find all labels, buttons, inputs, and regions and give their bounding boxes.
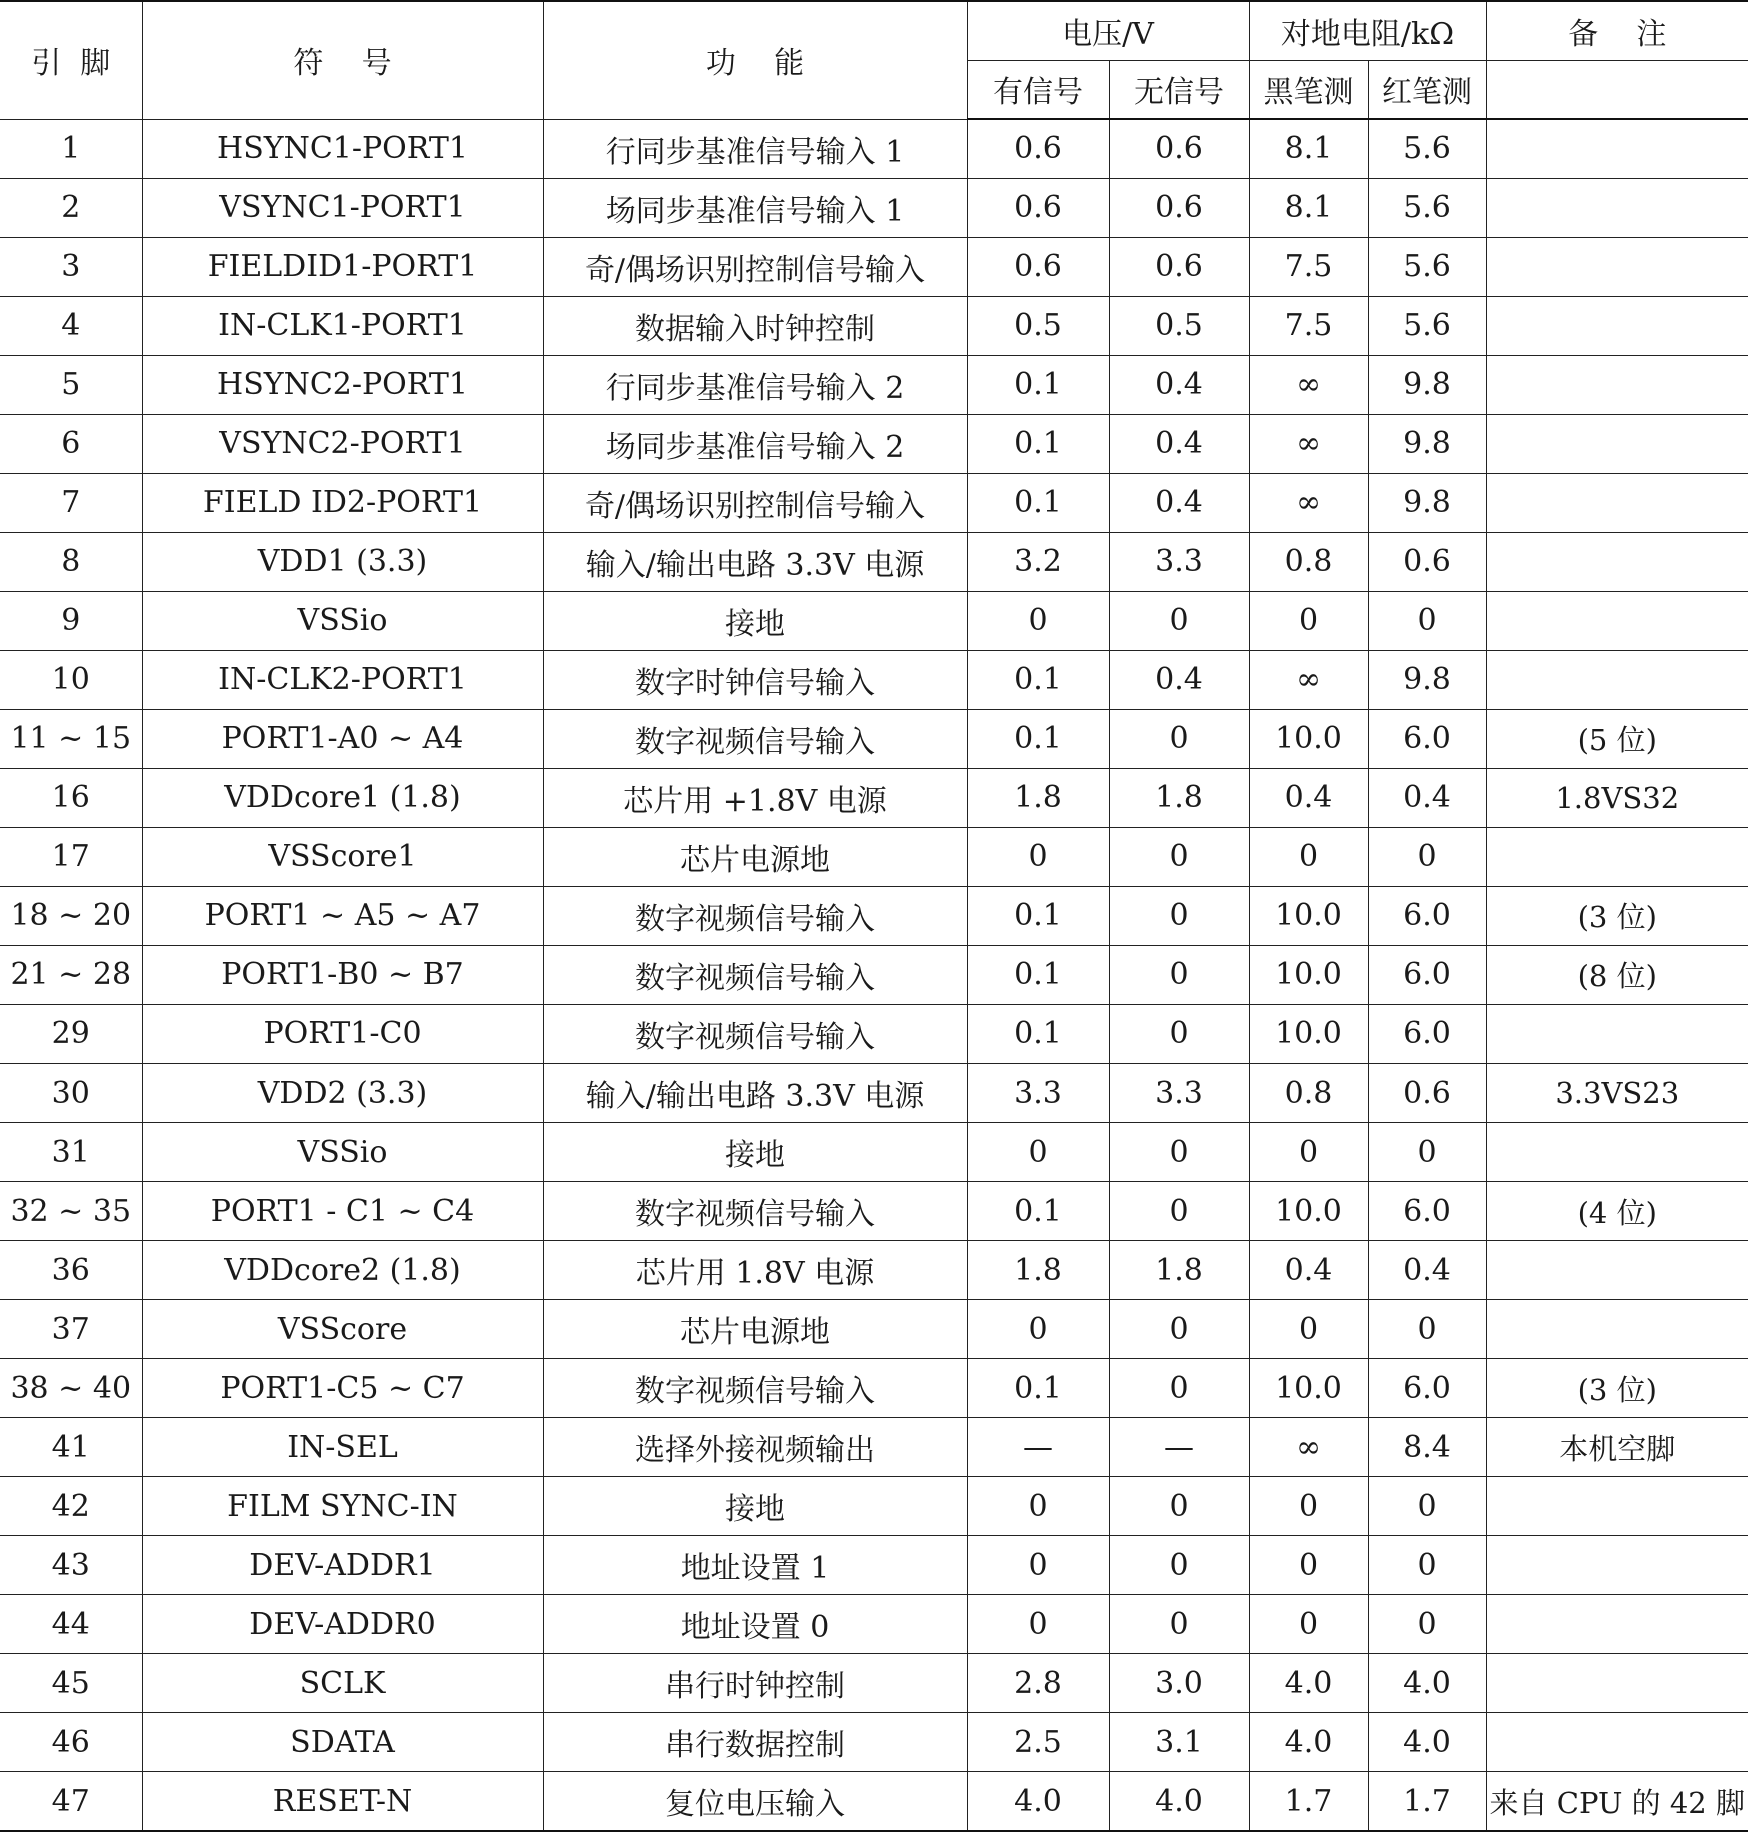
header-voltage-group: 电压/V bbox=[967, 1, 1249, 60]
cell-voltage-no-signal: 4.0 bbox=[1109, 1772, 1249, 1831]
cell-resistance-black: 10.0 bbox=[1249, 945, 1368, 1004]
cell-remark: (8 位) bbox=[1486, 945, 1748, 1004]
cell-resistance-black: 0.4 bbox=[1249, 768, 1368, 827]
cell-symbol: IN-SEL bbox=[142, 1418, 543, 1477]
cell-voltage-no-signal: 0 bbox=[1109, 709, 1249, 768]
cell-remark bbox=[1486, 1004, 1748, 1063]
cell-pin: 21 ~ 28 bbox=[0, 945, 142, 1004]
cell-voltage-no-signal: — bbox=[1109, 1418, 1249, 1477]
cell-resistance-black: 10.0 bbox=[1249, 1182, 1368, 1241]
cell-symbol: VSScore1 bbox=[142, 827, 543, 886]
cell-resistance-red: 8.4 bbox=[1368, 1418, 1486, 1477]
cell-voltage-with-signal: 0 bbox=[967, 1477, 1109, 1536]
cell-function: 数字视频信号输入 bbox=[543, 886, 967, 945]
cell-function: 输入/输出电路 3.3V 电源 bbox=[543, 532, 967, 591]
cell-resistance-red: 0 bbox=[1368, 1123, 1486, 1182]
table-row bbox=[0, 237, 1748, 296]
cell-voltage-with-signal: 0.1 bbox=[967, 650, 1109, 709]
cell-resistance-black: 0 bbox=[1249, 1536, 1368, 1595]
cell-function: 接地 bbox=[543, 1477, 967, 1536]
cell-voltage-no-signal: 0.4 bbox=[1109, 650, 1249, 709]
header-remark: 备 注 bbox=[1486, 1, 1748, 60]
cell-symbol: IN-CLK1-PORT1 bbox=[142, 296, 543, 355]
cell-resistance-red: 5.6 bbox=[1368, 296, 1486, 355]
table-row bbox=[0, 1182, 1748, 1241]
cell-symbol: VSYNC1-PORT1 bbox=[142, 178, 543, 237]
cell-voltage-with-signal: 0 bbox=[967, 827, 1109, 886]
cell-symbol: PORT1-A0 ~ A4 bbox=[142, 709, 543, 768]
cell-function: 数字视频信号输入 bbox=[543, 945, 967, 1004]
cell-voltage-no-signal: 0.4 bbox=[1109, 355, 1249, 414]
cell-voltage-with-signal: 1.8 bbox=[967, 768, 1109, 827]
cell-voltage-no-signal: 0.5 bbox=[1109, 296, 1249, 355]
cell-resistance-black: ∞ bbox=[1249, 473, 1368, 532]
table-row bbox=[0, 532, 1748, 591]
cell-remark bbox=[1486, 1654, 1748, 1713]
cell-voltage-with-signal: 3.3 bbox=[967, 1064, 1109, 1123]
cell-voltage-no-signal: 3.1 bbox=[1109, 1713, 1249, 1772]
cell-remark: 来自 CPU 的 42 脚 bbox=[1486, 1772, 1748, 1831]
table-row bbox=[0, 1595, 1748, 1654]
cell-voltage-no-signal: 0.6 bbox=[1109, 119, 1249, 178]
header-symbol: 符 号 bbox=[142, 1, 543, 119]
cell-voltage-no-signal: 1.8 bbox=[1109, 1241, 1249, 1300]
cell-voltage-with-signal: 0 bbox=[967, 1595, 1109, 1654]
cell-resistance-black: 0.4 bbox=[1249, 1241, 1368, 1300]
table-row bbox=[0, 650, 1748, 709]
cell-function: 选择外接视频输出 bbox=[543, 1418, 967, 1477]
cell-remark bbox=[1486, 1477, 1748, 1536]
cell-resistance-black: 8.1 bbox=[1249, 178, 1368, 237]
cell-resistance-red: 5.6 bbox=[1368, 178, 1486, 237]
cell-resistance-black: 0 bbox=[1249, 827, 1368, 886]
cell-voltage-no-signal: 0 bbox=[1109, 1359, 1249, 1418]
cell-function: 数据输入时钟控制 bbox=[543, 296, 967, 355]
cell-function: 数字时钟信号输入 bbox=[543, 650, 967, 709]
cell-voltage-no-signal: 1.8 bbox=[1109, 768, 1249, 827]
cell-symbol: SCLK bbox=[142, 1654, 543, 1713]
cell-resistance-red: 6.0 bbox=[1368, 1004, 1486, 1063]
header-function: 功 能 bbox=[543, 1, 967, 119]
cell-voltage-with-signal: 0.1 bbox=[967, 355, 1109, 414]
table-row bbox=[0, 945, 1748, 1004]
cell-pin: 30 bbox=[0, 1064, 142, 1123]
cell-resistance-red: 9.8 bbox=[1368, 355, 1486, 414]
cell-function: 场同步基准信号输入 1 bbox=[543, 178, 967, 237]
cell-remark bbox=[1486, 414, 1748, 473]
cell-pin: 4 bbox=[0, 296, 142, 355]
cell-resistance-red: 0 bbox=[1368, 1595, 1486, 1654]
cell-voltage-no-signal: 0 bbox=[1109, 1300, 1249, 1359]
cell-function: 复位电压输入 bbox=[543, 1772, 967, 1831]
cell-remark bbox=[1486, 296, 1748, 355]
cell-resistance-black: 0 bbox=[1249, 591, 1368, 650]
cell-voltage-with-signal: 4.0 bbox=[967, 1772, 1109, 1831]
cell-voltage-with-signal: 0.1 bbox=[967, 1182, 1109, 1241]
cell-voltage-with-signal: 0.5 bbox=[967, 296, 1109, 355]
cell-pin: 17 bbox=[0, 827, 142, 886]
cell-voltage-no-signal: 3.3 bbox=[1109, 1064, 1249, 1123]
cell-pin: 36 bbox=[0, 1241, 142, 1300]
cell-remark: 1.8VS32 bbox=[1486, 768, 1748, 827]
cell-function: 接地 bbox=[543, 591, 967, 650]
cell-voltage-no-signal: 0 bbox=[1109, 1477, 1249, 1536]
cell-voltage-no-signal: 0 bbox=[1109, 945, 1249, 1004]
cell-function: 串行时钟控制 bbox=[543, 1654, 967, 1713]
cell-symbol: FIELDID1-PORT1 bbox=[142, 237, 543, 296]
cell-symbol: VDDcore1 (1.8) bbox=[142, 768, 543, 827]
cell-function: 输入/输出电路 3.3V 电源 bbox=[543, 1064, 967, 1123]
cell-resistance-red: 0 bbox=[1368, 1477, 1486, 1536]
cell-voltage-no-signal: 0 bbox=[1109, 1123, 1249, 1182]
cell-resistance-red: 0.4 bbox=[1368, 1241, 1486, 1300]
table-row bbox=[0, 1713, 1748, 1772]
cell-resistance-black: 10.0 bbox=[1249, 1359, 1368, 1418]
table-row bbox=[0, 886, 1748, 945]
header-resistance-red: 红笔测 bbox=[1368, 60, 1486, 119]
cell-voltage-no-signal: 0 bbox=[1109, 1536, 1249, 1595]
cell-pin: 41 bbox=[0, 1418, 142, 1477]
cell-voltage-no-signal: 3.0 bbox=[1109, 1654, 1249, 1713]
cell-voltage-with-signal: 0.6 bbox=[967, 178, 1109, 237]
cell-function: 芯片用 1.8V 电源 bbox=[543, 1241, 967, 1300]
cell-voltage-with-signal: 0.1 bbox=[967, 473, 1109, 532]
cell-resistance-red: 6.0 bbox=[1368, 1359, 1486, 1418]
cell-pin: 42 bbox=[0, 1477, 142, 1536]
cell-remark bbox=[1486, 473, 1748, 532]
cell-symbol: HSYNC2-PORT1 bbox=[142, 355, 543, 414]
cell-pin: 45 bbox=[0, 1654, 142, 1713]
cell-voltage-no-signal: 0.4 bbox=[1109, 473, 1249, 532]
cell-symbol: PORT1-C5 ~ C7 bbox=[142, 1359, 543, 1418]
cell-resistance-red: 6.0 bbox=[1368, 945, 1486, 1004]
cell-symbol: VSSio bbox=[142, 1123, 543, 1182]
cell-function: 场同步基准信号输入 2 bbox=[543, 414, 967, 473]
table-row bbox=[0, 296, 1748, 355]
cell-resistance-black: 0 bbox=[1249, 1123, 1368, 1182]
cell-voltage-no-signal: 0 bbox=[1109, 591, 1249, 650]
cell-voltage-no-signal: 0 bbox=[1109, 1595, 1249, 1654]
cell-resistance-black: 7.5 bbox=[1249, 237, 1368, 296]
table-row bbox=[0, 1123, 1748, 1182]
cell-pin: 43 bbox=[0, 1536, 142, 1595]
cell-symbol: VDDcore2 (1.8) bbox=[142, 1241, 543, 1300]
cell-remark bbox=[1486, 237, 1748, 296]
cell-resistance-black: 7.5 bbox=[1249, 296, 1368, 355]
cell-voltage-with-signal: 0.1 bbox=[967, 886, 1109, 945]
cell-symbol: RESET-N bbox=[142, 1772, 543, 1831]
cell-function: 串行数据控制 bbox=[543, 1713, 967, 1772]
table-row bbox=[0, 1536, 1748, 1595]
table-row bbox=[0, 1359, 1748, 1418]
table-row bbox=[0, 355, 1748, 414]
cell-remark bbox=[1486, 178, 1748, 237]
cell-pin: 18 ~ 20 bbox=[0, 886, 142, 945]
cell-remark bbox=[1486, 650, 1748, 709]
cell-pin: 11 ~ 15 bbox=[0, 709, 142, 768]
cell-resistance-red: 0 bbox=[1368, 827, 1486, 886]
cell-remark bbox=[1486, 1595, 1748, 1654]
cell-pin: 8 bbox=[0, 532, 142, 591]
cell-voltage-with-signal: 3.2 bbox=[967, 532, 1109, 591]
cell-resistance-black: ∞ bbox=[1249, 355, 1368, 414]
cell-resistance-black: 0 bbox=[1249, 1300, 1368, 1359]
cell-resistance-red: 1.7 bbox=[1368, 1772, 1486, 1831]
cell-pin: 6 bbox=[0, 414, 142, 473]
cell-voltage-with-signal: 2.8 bbox=[967, 1654, 1109, 1713]
header-pin: 引 脚 bbox=[0, 1, 142, 119]
cell-pin: 2 bbox=[0, 178, 142, 237]
table-row bbox=[0, 1241, 1748, 1300]
cell-pin: 44 bbox=[0, 1595, 142, 1654]
cell-resistance-red: 5.6 bbox=[1368, 237, 1486, 296]
cell-resistance-red: 9.8 bbox=[1368, 473, 1486, 532]
cell-resistance-red: 4.0 bbox=[1368, 1654, 1486, 1713]
table-row bbox=[0, 1300, 1748, 1359]
cell-function: 地址设置 0 bbox=[543, 1595, 967, 1654]
cell-resistance-black: 0.8 bbox=[1249, 1064, 1368, 1123]
cell-pin: 7 bbox=[0, 473, 142, 532]
cell-voltage-with-signal: 2.5 bbox=[967, 1713, 1109, 1772]
cell-resistance-red: 6.0 bbox=[1368, 1182, 1486, 1241]
cell-remark bbox=[1486, 1241, 1748, 1300]
cell-voltage-no-signal: 0 bbox=[1109, 886, 1249, 945]
cell-symbol: IN-CLK2-PORT1 bbox=[142, 650, 543, 709]
cell-function: 接地 bbox=[543, 1123, 967, 1182]
cell-resistance-black: 0 bbox=[1249, 1477, 1368, 1536]
cell-remark: 本机空脚 bbox=[1486, 1418, 1748, 1477]
cell-voltage-with-signal: 0.1 bbox=[967, 945, 1109, 1004]
cell-voltage-with-signal: 0.1 bbox=[967, 709, 1109, 768]
table-row bbox=[0, 1772, 1748, 1831]
cell-voltage-no-signal: 3.3 bbox=[1109, 532, 1249, 591]
cell-pin: 47 bbox=[0, 1772, 142, 1831]
cell-resistance-red: 0.6 bbox=[1368, 532, 1486, 591]
cell-voltage-with-signal: 0.1 bbox=[967, 1359, 1109, 1418]
cell-function: 数字视频信号输入 bbox=[543, 1359, 967, 1418]
cell-pin: 37 bbox=[0, 1300, 142, 1359]
table-row bbox=[0, 414, 1748, 473]
cell-voltage-with-signal: 0 bbox=[967, 1300, 1109, 1359]
cell-resistance-black: 10.0 bbox=[1249, 709, 1368, 768]
cell-pin: 38 ~ 40 bbox=[0, 1359, 142, 1418]
cell-pin: 29 bbox=[0, 1004, 142, 1063]
cell-resistance-black: 10.0 bbox=[1249, 1004, 1368, 1063]
cell-symbol: PORT1-B0 ~ B7 bbox=[142, 945, 543, 1004]
cell-function: 数字视频信号输入 bbox=[543, 709, 967, 768]
cell-resistance-black: 10.0 bbox=[1249, 886, 1368, 945]
header-voltage-with-signal: 有信号 bbox=[967, 60, 1109, 119]
cell-remark: 3.3VS23 bbox=[1486, 1064, 1748, 1123]
table-row bbox=[0, 1004, 1748, 1063]
cell-resistance-black: ∞ bbox=[1249, 650, 1368, 709]
table-row bbox=[0, 1477, 1748, 1536]
table-row bbox=[0, 709, 1748, 768]
cell-symbol: DEV-ADDR1 bbox=[142, 1536, 543, 1595]
cell-voltage-with-signal: 0 bbox=[967, 1123, 1109, 1182]
cell-remark bbox=[1486, 1536, 1748, 1595]
cell-resistance-black: 1.7 bbox=[1249, 1772, 1368, 1831]
cell-resistance-black: ∞ bbox=[1249, 414, 1368, 473]
cell-voltage-with-signal: — bbox=[967, 1418, 1109, 1477]
cell-remark: (3 位) bbox=[1486, 1359, 1748, 1418]
cell-resistance-red: 6.0 bbox=[1368, 709, 1486, 768]
cell-function: 奇/偶场识别控制信号输入 bbox=[543, 473, 967, 532]
cell-pin: 9 bbox=[0, 591, 142, 650]
cell-pin: 1 bbox=[0, 119, 142, 178]
cell-function: 芯片用 +1.8V 电源 bbox=[543, 768, 967, 827]
header-voltage-no-signal: 无信号 bbox=[1109, 60, 1249, 119]
cell-symbol: PORT1-C0 bbox=[142, 1004, 543, 1063]
table-row bbox=[0, 1418, 1748, 1477]
cell-resistance-red: 0.6 bbox=[1368, 1064, 1486, 1123]
cell-voltage-no-signal: 0 bbox=[1109, 827, 1249, 886]
cell-remark bbox=[1486, 355, 1748, 414]
cell-voltage-no-signal: 0.4 bbox=[1109, 414, 1249, 473]
cell-resistance-black: 4.0 bbox=[1249, 1713, 1368, 1772]
cell-symbol: PORT1 ~ A5 ~ A7 bbox=[142, 886, 543, 945]
table-row bbox=[0, 119, 1748, 178]
cell-voltage-with-signal: 0 bbox=[967, 1536, 1109, 1595]
cell-voltage-with-signal: 0.1 bbox=[967, 1004, 1109, 1063]
table-body bbox=[0, 119, 1748, 1831]
cell-pin: 31 bbox=[0, 1123, 142, 1182]
table-row bbox=[0, 1064, 1748, 1123]
cell-pin: 10 bbox=[0, 650, 142, 709]
cell-remark bbox=[1486, 532, 1748, 591]
cell-symbol: DEV-ADDR0 bbox=[142, 1595, 543, 1654]
cell-symbol: HSYNC1-PORT1 bbox=[142, 119, 543, 178]
table-header bbox=[0, 1, 1748, 119]
cell-function: 奇/偶场识别控制信号输入 bbox=[543, 237, 967, 296]
table-row bbox=[0, 473, 1748, 532]
table-row bbox=[0, 1654, 1748, 1713]
cell-resistance-red: 9.8 bbox=[1368, 650, 1486, 709]
cell-pin: 3 bbox=[0, 237, 142, 296]
cell-function: 芯片电源地 bbox=[543, 827, 967, 886]
cell-voltage-with-signal: 1.8 bbox=[967, 1241, 1109, 1300]
header-remark-blank bbox=[1486, 60, 1748, 119]
cell-function: 数字视频信号输入 bbox=[543, 1004, 967, 1063]
cell-resistance-black: 4.0 bbox=[1249, 1654, 1368, 1713]
cell-symbol: FILM SYNC-IN bbox=[142, 1477, 543, 1536]
cell-voltage-with-signal: 0 bbox=[967, 591, 1109, 650]
cell-resistance-black: ∞ bbox=[1249, 1418, 1368, 1477]
table-row bbox=[0, 591, 1748, 650]
cell-voltage-no-signal: 0 bbox=[1109, 1004, 1249, 1063]
cell-resistance-red: 0 bbox=[1368, 1300, 1486, 1359]
cell-resistance-red: 5.6 bbox=[1368, 119, 1486, 178]
header-resistance-group: 对地电阻/kΩ bbox=[1249, 1, 1486, 60]
cell-symbol: FIELD ID2-PORT1 bbox=[142, 473, 543, 532]
cell-symbol: PORT1 - C1 ~ C4 bbox=[142, 1182, 543, 1241]
table-row bbox=[0, 178, 1748, 237]
cell-function: 数字视频信号输入 bbox=[543, 1182, 967, 1241]
cell-remark bbox=[1486, 1123, 1748, 1182]
cell-remark: (3 位) bbox=[1486, 886, 1748, 945]
table-row bbox=[0, 827, 1748, 886]
cell-remark bbox=[1486, 119, 1748, 178]
cell-pin: 5 bbox=[0, 355, 142, 414]
table-row bbox=[0, 768, 1748, 827]
cell-symbol: VDD2 (3.3) bbox=[142, 1064, 543, 1123]
cell-voltage-with-signal: 0.6 bbox=[967, 237, 1109, 296]
cell-symbol: VDD1 (3.3) bbox=[142, 532, 543, 591]
cell-voltage-with-signal: 0.6 bbox=[967, 119, 1109, 178]
cell-voltage-no-signal: 0.6 bbox=[1109, 237, 1249, 296]
cell-pin: 46 bbox=[0, 1713, 142, 1772]
header-resistance-black: 黑笔测 bbox=[1249, 60, 1368, 119]
cell-remark: (4 位) bbox=[1486, 1182, 1748, 1241]
cell-symbol: VSScore bbox=[142, 1300, 543, 1359]
cell-voltage-with-signal: 0.1 bbox=[967, 414, 1109, 473]
cell-symbol: SDATA bbox=[142, 1713, 543, 1772]
cell-remark bbox=[1486, 1713, 1748, 1772]
cell-resistance-red: 6.0 bbox=[1368, 886, 1486, 945]
cell-function: 行同步基准信号输入 1 bbox=[543, 119, 967, 178]
cell-voltage-no-signal: 0 bbox=[1109, 1182, 1249, 1241]
cell-remark bbox=[1486, 591, 1748, 650]
cell-pin: 32 ~ 35 bbox=[0, 1182, 142, 1241]
cell-pin: 16 bbox=[0, 768, 142, 827]
cell-resistance-red: 9.8 bbox=[1368, 414, 1486, 473]
cell-function: 地址设置 1 bbox=[543, 1536, 967, 1595]
cell-symbol: VSYNC2-PORT1 bbox=[142, 414, 543, 473]
cell-function: 芯片电源地 bbox=[543, 1300, 967, 1359]
cell-remark bbox=[1486, 1300, 1748, 1359]
cell-voltage-no-signal: 0.6 bbox=[1109, 178, 1249, 237]
cell-remark: (5 位) bbox=[1486, 709, 1748, 768]
cell-resistance-red: 0 bbox=[1368, 591, 1486, 650]
cell-resistance-red: 0.4 bbox=[1368, 768, 1486, 827]
cell-symbol: VSSio bbox=[142, 591, 543, 650]
cell-function: 行同步基准信号输入 2 bbox=[543, 355, 967, 414]
cell-resistance-black: 0.8 bbox=[1249, 532, 1368, 591]
cell-resistance-black: 8.1 bbox=[1249, 119, 1368, 178]
cell-resistance-black: 0 bbox=[1249, 1595, 1368, 1654]
cell-remark bbox=[1486, 827, 1748, 886]
cell-resistance-red: 0 bbox=[1368, 1536, 1486, 1595]
cell-resistance-red: 4.0 bbox=[1368, 1713, 1486, 1772]
